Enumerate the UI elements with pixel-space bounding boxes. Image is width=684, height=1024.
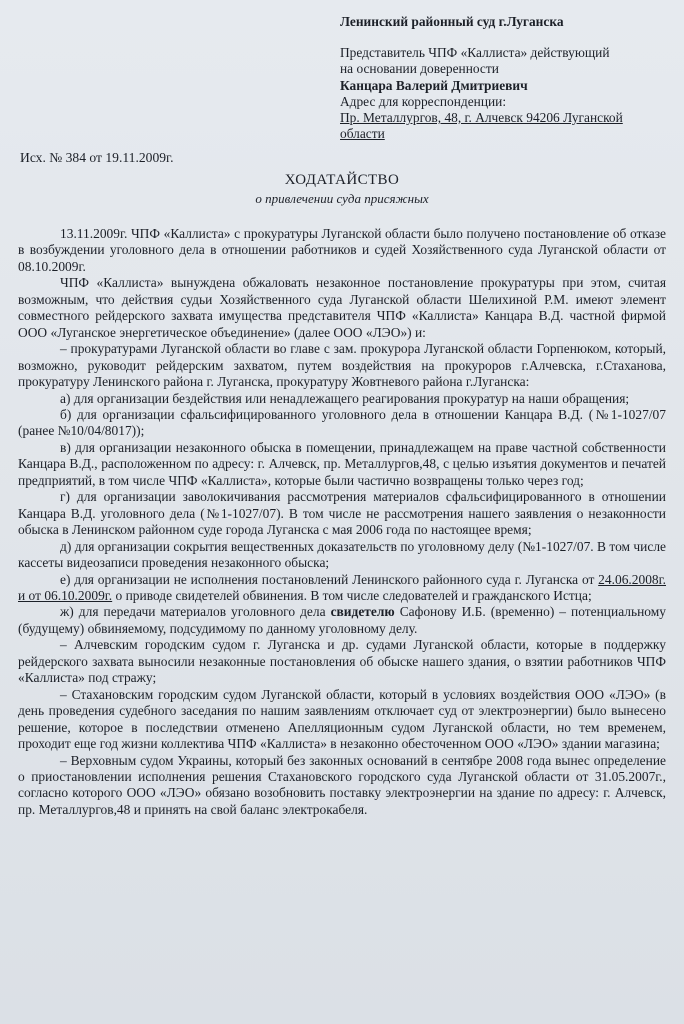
address-line-2: области [340,126,385,142]
outgoing-number: Исх. № 384 от 19.11.2009г. [20,150,174,165]
paragraph: ЧПФ «Каллиста» вынуждена обжаловать незаконное постановление прокуратуры при этом, считая возможным, что действия судьи Хозяйственного суда Луганской области Шелихиной Р.М. имеют элемент совместного рейдерского захвата имущества представителя ЧПФ «Каллиста» Канцара В.Д. частной фирмой ООО «Луганское энергетическое объединение» (далее ООО «ЛЭО») и: [18,275,666,340]
document-subtitle: о привлечении суда присяжных [255,191,429,206]
addressee-block [340,14,670,142]
paragraph: в) для организации незаконного обыска в помещении, принадлежащем на праве частной собственности Канцара В.Д., расположенном по адресу: г. Алчевск, пр. Металлургов,48, с целью изъятия документов и печатей предприятий, в том числе ЧПФ «Каллиста», которые были частично возвращены только через год; [18,439,666,488]
underlined-dates: 24.06.2008г. и от 06.10.2009г. [18,571,666,603]
paragraph: – Стахановским городским судом Луганской области, который в условиях воздействия ООО «ЛЭО» (в день проведения судебного заседания по нашим заявлениям отключает суд от электроэнергии) было вынесено решение, которое в последствии отменено Апелляционным судом Луганской области, но тем временем, проходит еще год жизни коллектива ЧПФ «Каллиста» в незаконно обесточенном ООО «ЛЭО» здании магазина; [18,686,666,752]
paragraph: – прокуратурами Луганской области во главе с зам. прокурора Луганской области Горпенюком, который, возможно, руководит рейдерским захватом, путем воздействия на прокуроров г.Алчевска, г.Стаханова, прокуратуру Ленинского района г. Луганска, прокуратуру Жовтневого района г.Луганска: [18,341,666,390]
court-name: Ленинский районный суд г.Луганска [340,14,564,29]
text-span: ж) для передачи материалов уголовного дела [60,604,331,620]
paragraph [18,572,666,605]
text-span: о приводе свидетелей обвинения. В том числе следователей и гражданского Истца; [112,587,592,603]
paragraph: б) для организации сфальсифицированного уголовного дела в отношении Канцара В.Д. (№1-1027/07 (ранее №10/04/8017)); [18,406,666,439]
representative-name: Канцара Валерий Дмитриевич [340,77,528,93]
paragraph: г) для организации заволокичивания рассмотрения материалов сфальсифицированного в отношении Канцара В.Д. уголовного дела (№1-1027/07). В том числе не рассмотрения нашего заявления о незаконности обыска в Ленинском районном суде города Луганска с мая 2006 года по настоящее время; [18,489,666,538]
representative-line-2: на основании доверенности [340,61,499,77]
document-title: ХОДАТАЙСТВО [284,172,400,188]
address-line-1: Пр. Металлургов, 48, г. Алчевск 94206 Луганской [340,110,623,126]
paragraph: д) для организации сокрытия вещественных доказательств по уголовному делу (№1-1027/07. В том числе кассеты видеозаписи проведения незаконного обыска; [18,538,666,571]
text-span: Сафонову И.Б. (временно) – потенциальному (будущему) обвиняемому, подсудимому по данному уголовному делу. [18,604,666,636]
paragraph [18,604,666,637]
text-span: е) для организации не исполнения постановлений Ленинского районного суда г. Луганска от [60,571,599,587]
paragraph: – Алчевским городским судом г. Луганска и др. судами Луганской области, которые в поддержку рейдерского захвата выносили незаконные постановления об обыске нашего здания, о взятии работников ЧПФ «Каллиста» под стражу; [18,637,666,686]
paragraph: а) для организации бездействия или ненадлежащего реагирования прокуратур на наши обращения; [60,390,630,406]
representative-line-1: Представитель ЧПФ «Каллиста» действующий [340,45,610,61]
paragraph: – Верховным судом Украины, который без законных оснований в сентябре 2008 года вынес определение о приостановлении исполнения решения Стахановского городского суда Луганской области от 31.05.2007г., согласно которого ООО «ЛЭО» обязано возобновить поставку электроэнергии на здание по адресу: г. Алчевск, пр. Металлургов,48 и принять на свой баланс электрокабеля. [18,752,666,817]
paragraph: 13.11.2009г. ЧПФ «Каллиста» с прокуратуры Луганской области было получено постановление об отказе в возбуждении уголовного дела в отношении работников и судей Хозяйственного суда Луганской области от 08.10.2009г. [18,226,666,274]
bold-word: свидетелю [330,604,395,620]
address-label: Адрес для корреспонденции: [340,93,507,109]
document-body [18,226,666,818]
